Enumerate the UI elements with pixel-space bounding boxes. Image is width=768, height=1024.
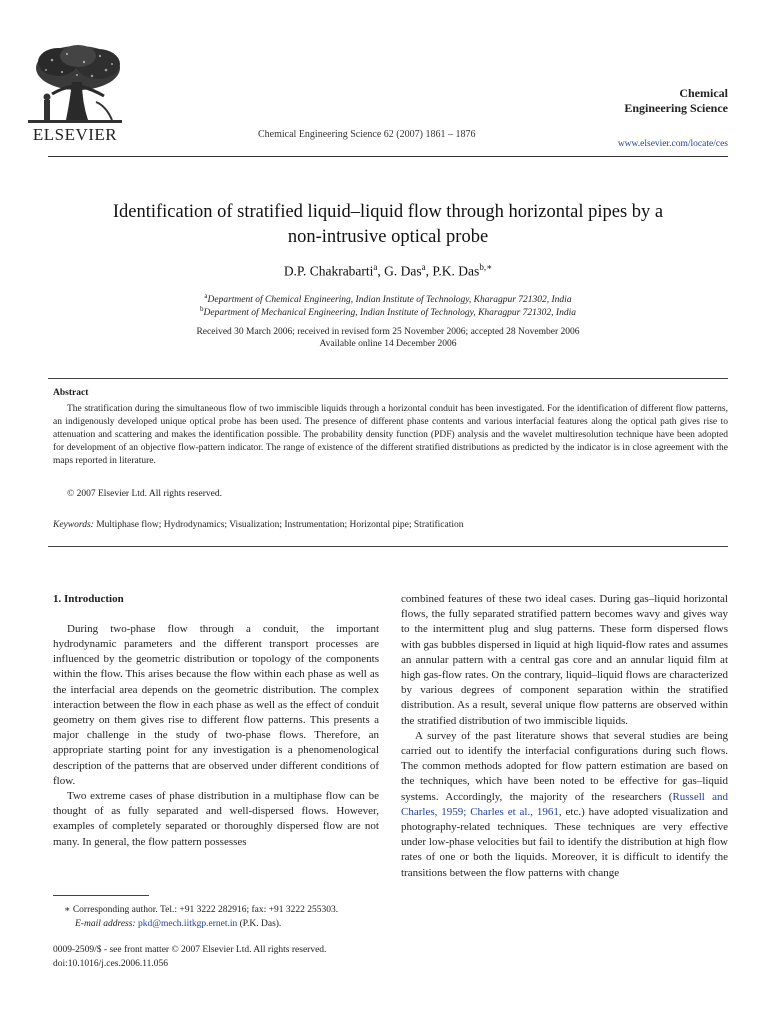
doi-line[interactable]: doi:10.1016/j.ces.2006.11.056 [53, 959, 168, 969]
abstract-copyright: © 2007 Elsevier Ltd. All rights reserved. [67, 489, 222, 499]
paragraph: combined features of these two ideal cases. During gas–liquid horizontal flows, the fully separated stratified pattern becomes wavy and gives way to the intermittent plug and slug patterns. These form dispersed flows with gas bubbles dispersed in liquid at high liquid-flow rates and assumes an annular pattern with a central gas core and an annular liquid film at high gas-flow rates. On the contrary, liquid–liquid flows are characterized by various degrees of component separation within the stratified distribution. As a result, several unique flow patterns are observed within the stratified distribution of two immiscible liquids. [401, 593, 728, 727]
corresponding-author-note: ∗ Corresponding author. Tel.: +91 3222 282916; fax: +91 3222 255303. [64, 905, 339, 915]
abstract-body [53, 403, 728, 468]
title-line1: Identification of stratified liquid–liquid flow through horizontal pipes by a [112, 202, 664, 222]
author-name[interactable]: G. Das [384, 263, 422, 279]
paragraph-text: A survey of the past literature shows that several studies are being carried out to identify the interfacial configurations during such flows. The common methods adopted for flow pattern estimation are based on the techniques, which have been noted to be effective for gas–liquid systems. Accordingly, the majority of the researchers ( [401, 729, 728, 803]
article-title [48, 200, 728, 250]
available-online-date: Available online 14 December 2006 [319, 339, 457, 349]
abstract-top-divider [48, 378, 728, 379]
tree-emblem-icon [22, 42, 128, 124]
section-heading: 1. Introduction [53, 593, 124, 605]
email-label: E-mail address: [75, 919, 136, 929]
affil-text: Department of Mechanical Engineering, Indian Institute of Technology, Kharagpur 721302, India [203, 308, 576, 319]
author-separator: , [425, 263, 433, 279]
issn-line: 0009-2509/$ - see front matter © 2007 Elsevier Ltd. All rights reserved. [53, 945, 327, 955]
publisher-name: ELSEVIER [32, 125, 118, 144]
author-affil-marker: a [421, 262, 426, 272]
journal-brand-line2: Engineering Science [624, 101, 728, 115]
affiliation-a [48, 292, 728, 305]
keywords-label: Keywords: [53, 520, 94, 530]
paragraph: Two extreme cases of phase distribution in a multiphase flow can be thought of as fully separated and well-dispersed flows. However, examples of completely separated or thoroughly dispersed flow are not many. In general, the flow pattern possesses [53, 789, 379, 848]
title-line2: non-intrusive optical probe [287, 227, 489, 247]
author-name[interactable]: P.K. Das [432, 263, 480, 279]
affiliation-b [48, 305, 728, 318]
affil-marker: b [200, 305, 204, 313]
journal-brand-line1: Chemical [679, 86, 728, 100]
author-affil-marker: b,∗ [479, 262, 493, 272]
received-dates: Received 30 March 2006; received in revised form 25 November 2006; accepted 28 November 2006 [196, 327, 580, 337]
abstract-bottom-divider [48, 546, 728, 547]
header-divider [48, 156, 728, 157]
abstract-heading: Abstract [53, 388, 89, 398]
affil-text: Department of Chemical Engineering, Indian Institute of Technology, Kharagpur 721302, India [207, 295, 572, 306]
journal-brand [600, 86, 728, 116]
journal-url-link[interactable]: www.elsevier.com/locate/ces [617, 139, 728, 149]
email-link[interactable]: pkd@mech.iitkgp.ernet.in [137, 919, 238, 929]
body-column-right [401, 592, 728, 881]
footnote-divider [53, 895, 149, 896]
keywords [53, 520, 728, 530]
email-note [75, 917, 281, 931]
author-affil-marker: a [373, 262, 378, 272]
author-list [48, 262, 728, 280]
affil-marker: a [204, 292, 208, 300]
author-separator: , [377, 263, 385, 279]
journal-reference: Chemical Engineering Science 62 (2007) 1861 – 1876 [258, 129, 476, 140]
keywords-list: Multiphase flow; Hydrodynamics; Visualization; Instrumentation; Horizontal pipe; Stratification [96, 520, 464, 530]
paragraph [401, 729, 728, 881]
citation-link[interactable]: Russell and Charles, 1959; Charles et al., 1961 [401, 790, 728, 818]
body-column-left [53, 592, 379, 850]
email-suffix: (P.K. Das). [237, 919, 282, 929]
paragraph-text: , etc.) have adopted visualization and photography-related techniques. These techniques are very effective under low-phase velocities but fail to identify the distribution at high flow rates of one or both the liquids. Moreover, it is difficult to identify the transitions between the flow patterns with change [401, 805, 728, 879]
paragraph: During two-phase flow through a conduit, the important hydrodynamic parameters and the different transport processes are influenced by the geometric distribution or topology of the components within the flow. This arises because the flow within each phase as well as the interfacial area depends on the geometric distribution. The complex interaction between the flow in each phase as well as the effect of conduit geometry on them gives rise to different flow patterns. This presents a major challenge in the study of two-phase flows. Therefore, an appropriate starting point for any investigation is a phenomenological description of the patterns that are observed under different conditions of flow. [53, 622, 379, 787]
author-name[interactable]: D.P. Chakrabarti [283, 263, 374, 279]
abstract-text: The stratification during the simultaneous flow of two immiscible liquids through a horizontal conduit has been investigated. For the identification of different flow patterns, an indigenously developed unique optical probe has been used. The presence of different phase contents and various interfacial features along the optical path gives rise to attenuation and scattering and makes the identification possible. The probability density function (PDF) analysis and the wavelet multiresolution technique have been adopted for development of an objective flow-pattern indicator. The range of existence of the different stratified distributions as predicted by the indicator is in close agreement with the maps reported in literature. [53, 404, 728, 466]
